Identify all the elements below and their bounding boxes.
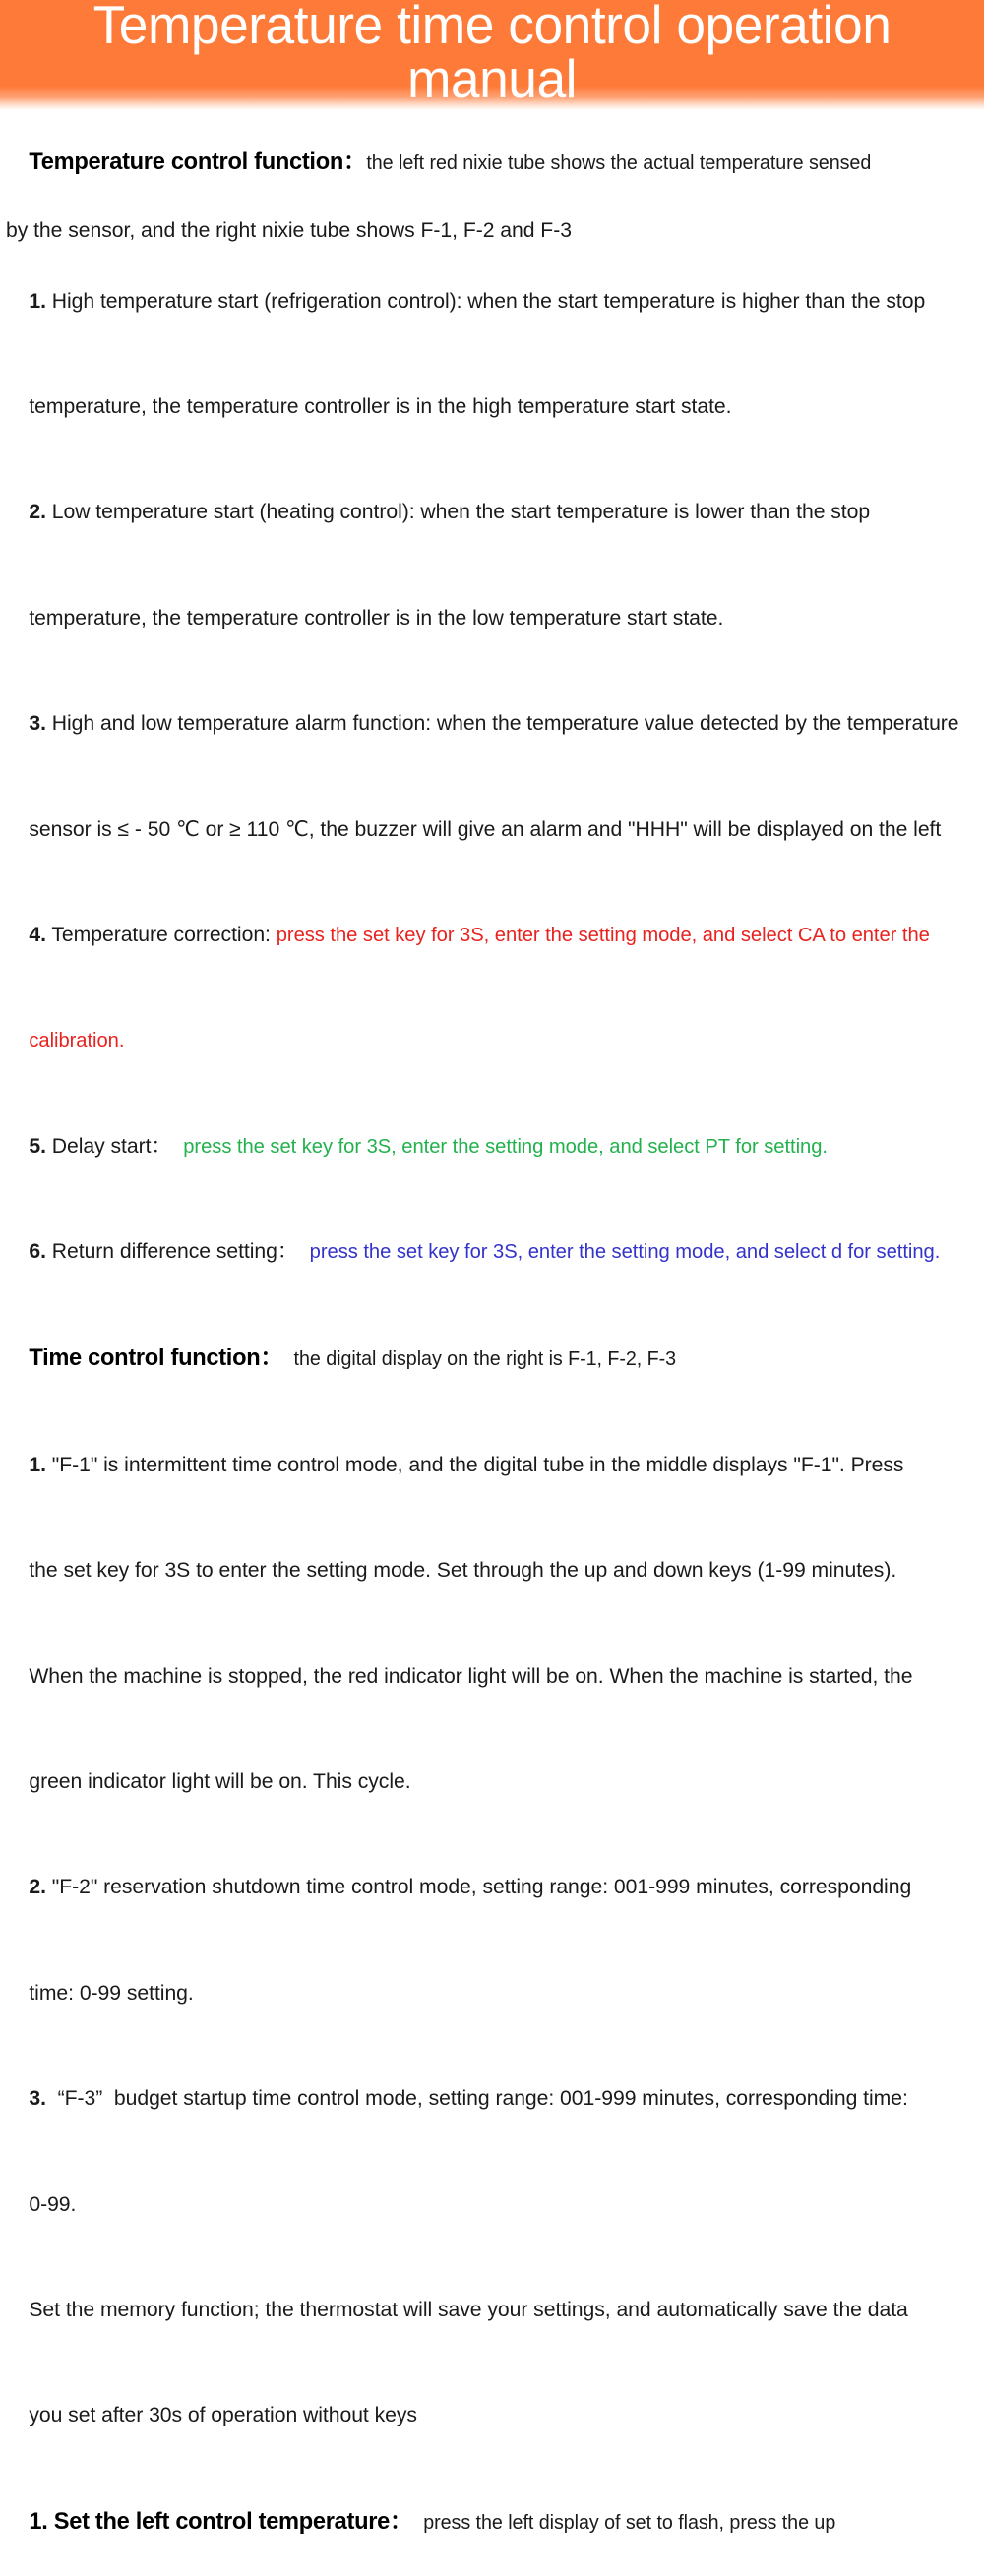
list-item-text: sensor is ≤ - 50 ℃ or ≥ 110 ℃, the buzzer will give an alarm and "HHH" will be displayed on the left <box>29 816 942 841</box>
temperature-control-heading: Temperature control function： <box>29 149 367 175</box>
time-control-heading-note-text: the digital display on the right is F-1, F-2, F-3 <box>293 1348 677 1370</box>
list-item-number: 3. <box>29 2086 46 2111</box>
list-item <box>6 2364 961 2469</box>
temperature-control-heading-note: the left red nixie tube shows the actual temperature sensed <box>366 152 872 174</box>
list-item-return-difference <box>6 1199 961 1304</box>
list-item <box>6 1518 961 1623</box>
time-control-heading-line <box>6 1305 961 1412</box>
list-item <box>6 2046 961 2151</box>
list-item <box>6 777 961 882</box>
list-item-text: "F-2" reservation shutdown time control mode, setting range: 001-999 minutes, corresponding <box>45 1875 912 1899</box>
list-item-number: 5. <box>29 1133 46 1158</box>
list-item-highlight-green: press the set key for 3S, enter the setting mode, and select PT for setting. <box>183 1134 828 1158</box>
list-item <box>6 566 961 671</box>
list-item-text: Set the memory function; the thermostat will save your settings, and automatically save the data <box>29 2298 908 2322</box>
list-item <box>6 354 961 459</box>
time-control-heading-note <box>283 1348 294 1370</box>
list-item-text: time: 0-99 setting. <box>29 1980 194 2005</box>
time-control-heading: Time control function： <box>29 1344 283 1371</box>
list-item <box>6 671 961 776</box>
set-left-temperature-line <box>6 2469 961 2576</box>
list-item-text: the set key for 3S to enter the setting mode. Set through the up and down keys (1-99 minutes). <box>29 1558 897 1583</box>
list-item-text: Low temperature start (heating control): when the start temperature is lower than the stop <box>45 500 871 524</box>
list-item-label: Delay start： <box>45 1133 184 1158</box>
list-item-label: Temperature correction: <box>45 922 277 946</box>
list-item-text: temperature, the temperature controller is in the low temperature start state. <box>29 605 724 629</box>
list-item-text: green indicator light will be on. This cycle. <box>29 1769 411 1794</box>
list-item-text: temperature, the temperature controller is in the high temperature start state. <box>29 393 732 418</box>
list-item <box>6 1835 961 1941</box>
list-item-temperature-correction <box>6 882 961 988</box>
list-item-highlight-blue: press the set key for 3S, enter the setting mode, and select d for setting. <box>309 1240 941 1264</box>
temperature-control-heading-line <box>6 110 961 213</box>
list-item-temperature-correction-cont <box>6 988 961 1094</box>
list-item <box>6 1941 961 2046</box>
list-item <box>6 2152 961 2257</box>
set-left-temperature-heading: 1. Set the left control temperature： <box>29 2507 413 2535</box>
list-item-highlight-red: calibration. <box>29 1029 125 1052</box>
page-title: Temperature time control operation manual <box>92 0 892 109</box>
list-item-text: you set after 30s of operation without keys <box>29 2403 417 2427</box>
list-item-number: 3. <box>29 711 46 736</box>
list-item <box>6 1412 961 1518</box>
list-item-label: Return difference setting： <box>45 1239 310 1264</box>
list-item <box>6 2257 961 2363</box>
list-item-number: 2. <box>29 500 46 524</box>
list-item <box>6 1729 961 1834</box>
list-item-text: 0-99. <box>29 2191 77 2216</box>
list-item-delay-start <box>6 1094 961 1199</box>
list-item-number: 4. <box>29 922 46 946</box>
list-item-text: High and low temperature alarm function: when the temperature value detected by the temperature <box>45 711 959 736</box>
list-item-number: 1. <box>29 288 46 313</box>
list-item-text: When the machine is stopped, the red indicator light will be on. When the machine is started, the <box>29 1663 913 1688</box>
list-item <box>6 249 961 354</box>
list-item-text: High temperature start (refrigeration control): when the start temperature is higher than the stop <box>45 288 926 313</box>
document-body <box>0 110 984 2576</box>
list-item-number: 1. <box>29 1452 46 1476</box>
set-left-temperature-note: press the left display of set to flash, press the up <box>412 2511 836 2534</box>
list-item <box>6 1624 961 1729</box>
list-item-text: "F-1" is intermittent time control mode, and the digital tube in the middle displays "F-1". Press <box>45 1452 904 1476</box>
page-banner <box>0 0 984 110</box>
list-item-highlight-red: press the set key for 3S, enter the setting mode, and select CA to enter the <box>276 923 930 946</box>
list-item-number: 6. <box>29 1239 46 1264</box>
list-item-text: “F-3” budget startup time control mode, setting range: 001-999 minutes, corresponding time: <box>45 2086 908 2111</box>
temperature-control-heading-note-line2: by the sensor, and the right nixie tube shows F-1, F-2 and F-3 <box>6 218 572 242</box>
list-item-number: 2. <box>29 1875 46 1899</box>
list-item <box>6 460 961 566</box>
